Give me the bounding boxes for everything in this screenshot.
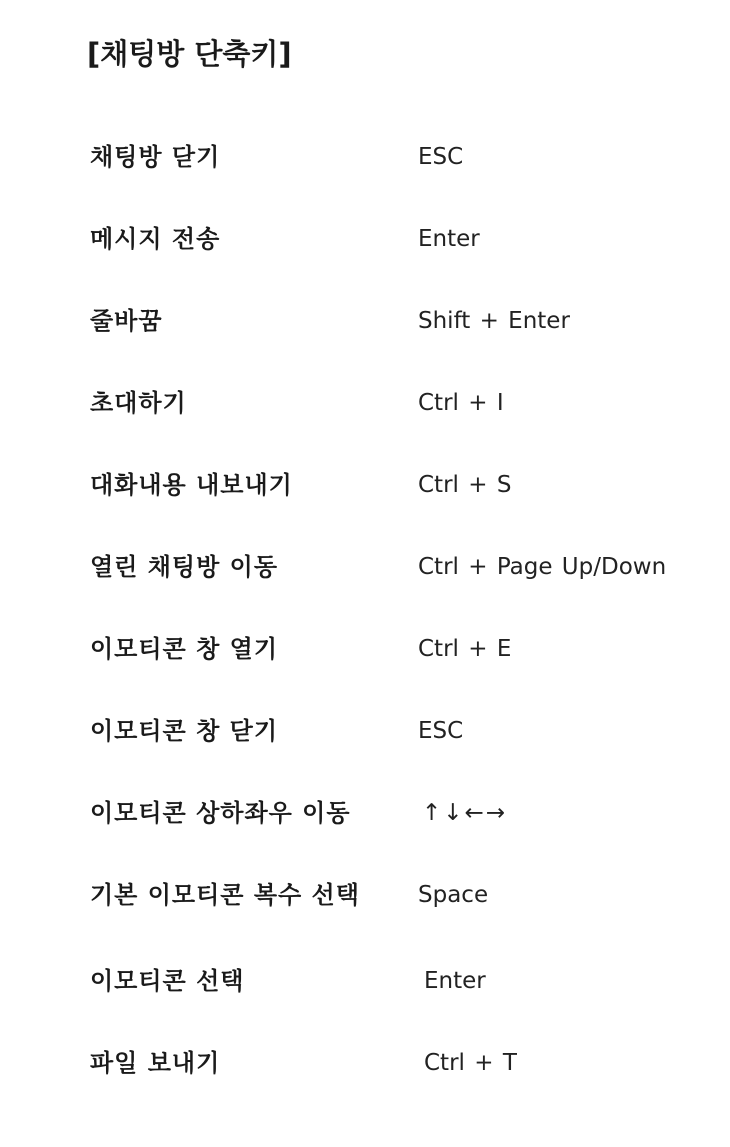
shortcut-row-send-file: [0, 1043, 730, 1083]
shortcut-keys: ESC: [418, 144, 464, 170]
page-title: [채팅방 단축키]: [87, 37, 292, 71]
shortcut-action: 이모티콘 창 열기: [90, 635, 278, 663]
shortcut-keys: Ctrl + I: [418, 390, 504, 416]
shortcut-action: 기본 이모티콘 복수 선택: [90, 881, 360, 909]
shortcut-action: 파일 보내기: [90, 1049, 221, 1077]
shortcut-keys: Enter: [424, 968, 486, 994]
shortcut-keys: ↑↓←→: [422, 800, 508, 826]
shortcut-row-export-chat: [0, 465, 730, 505]
shortcut-action: 채팅방 닫기: [90, 143, 221, 171]
shortcut-keys: Ctrl + E: [418, 636, 512, 662]
shortcut-action: 이모티콘 상하좌우 이동: [90, 799, 351, 827]
shortcut-row-close-chat: [0, 137, 730, 177]
shortcut-row-switch-open-chat: [0, 547, 730, 587]
shortcut-keys: Shift + Enter: [418, 308, 570, 334]
shortcut-row-line-break: [0, 301, 730, 341]
shortcut-row-multi-select-emoticon: [0, 875, 730, 915]
shortcut-action: 초대하기: [90, 389, 187, 417]
shortcut-row-close-emoticon: [0, 711, 730, 751]
shortcut-action: 줄바꿈: [90, 307, 163, 335]
shortcut-action: 이모티콘 선택: [90, 967, 245, 995]
shortcut-keys: Enter: [418, 226, 480, 252]
shortcut-action: 메시지 전송: [90, 225, 221, 253]
shortcut-row-select-emoticon: [0, 961, 730, 1001]
shortcut-action: 이모티콘 창 닫기: [90, 717, 278, 745]
shortcut-keys: ESC: [418, 718, 464, 744]
shortcut-action: 열린 채팅방 이동: [90, 553, 278, 581]
shortcut-keys: Ctrl + S: [418, 472, 512, 498]
shortcut-row-move-emoticon: [0, 793, 730, 833]
shortcut-action: 대화내용 내보내기: [90, 471, 293, 499]
shortcut-row-invite: [0, 383, 730, 423]
shortcut-keys: Ctrl + Page Up/Down: [418, 554, 667, 580]
shortcut-keys: Ctrl + T: [424, 1050, 517, 1076]
shortcut-row-open-emoticon: [0, 629, 730, 669]
shortcut-row-send-message: [0, 219, 730, 259]
shortcut-keys: Space: [418, 882, 489, 908]
